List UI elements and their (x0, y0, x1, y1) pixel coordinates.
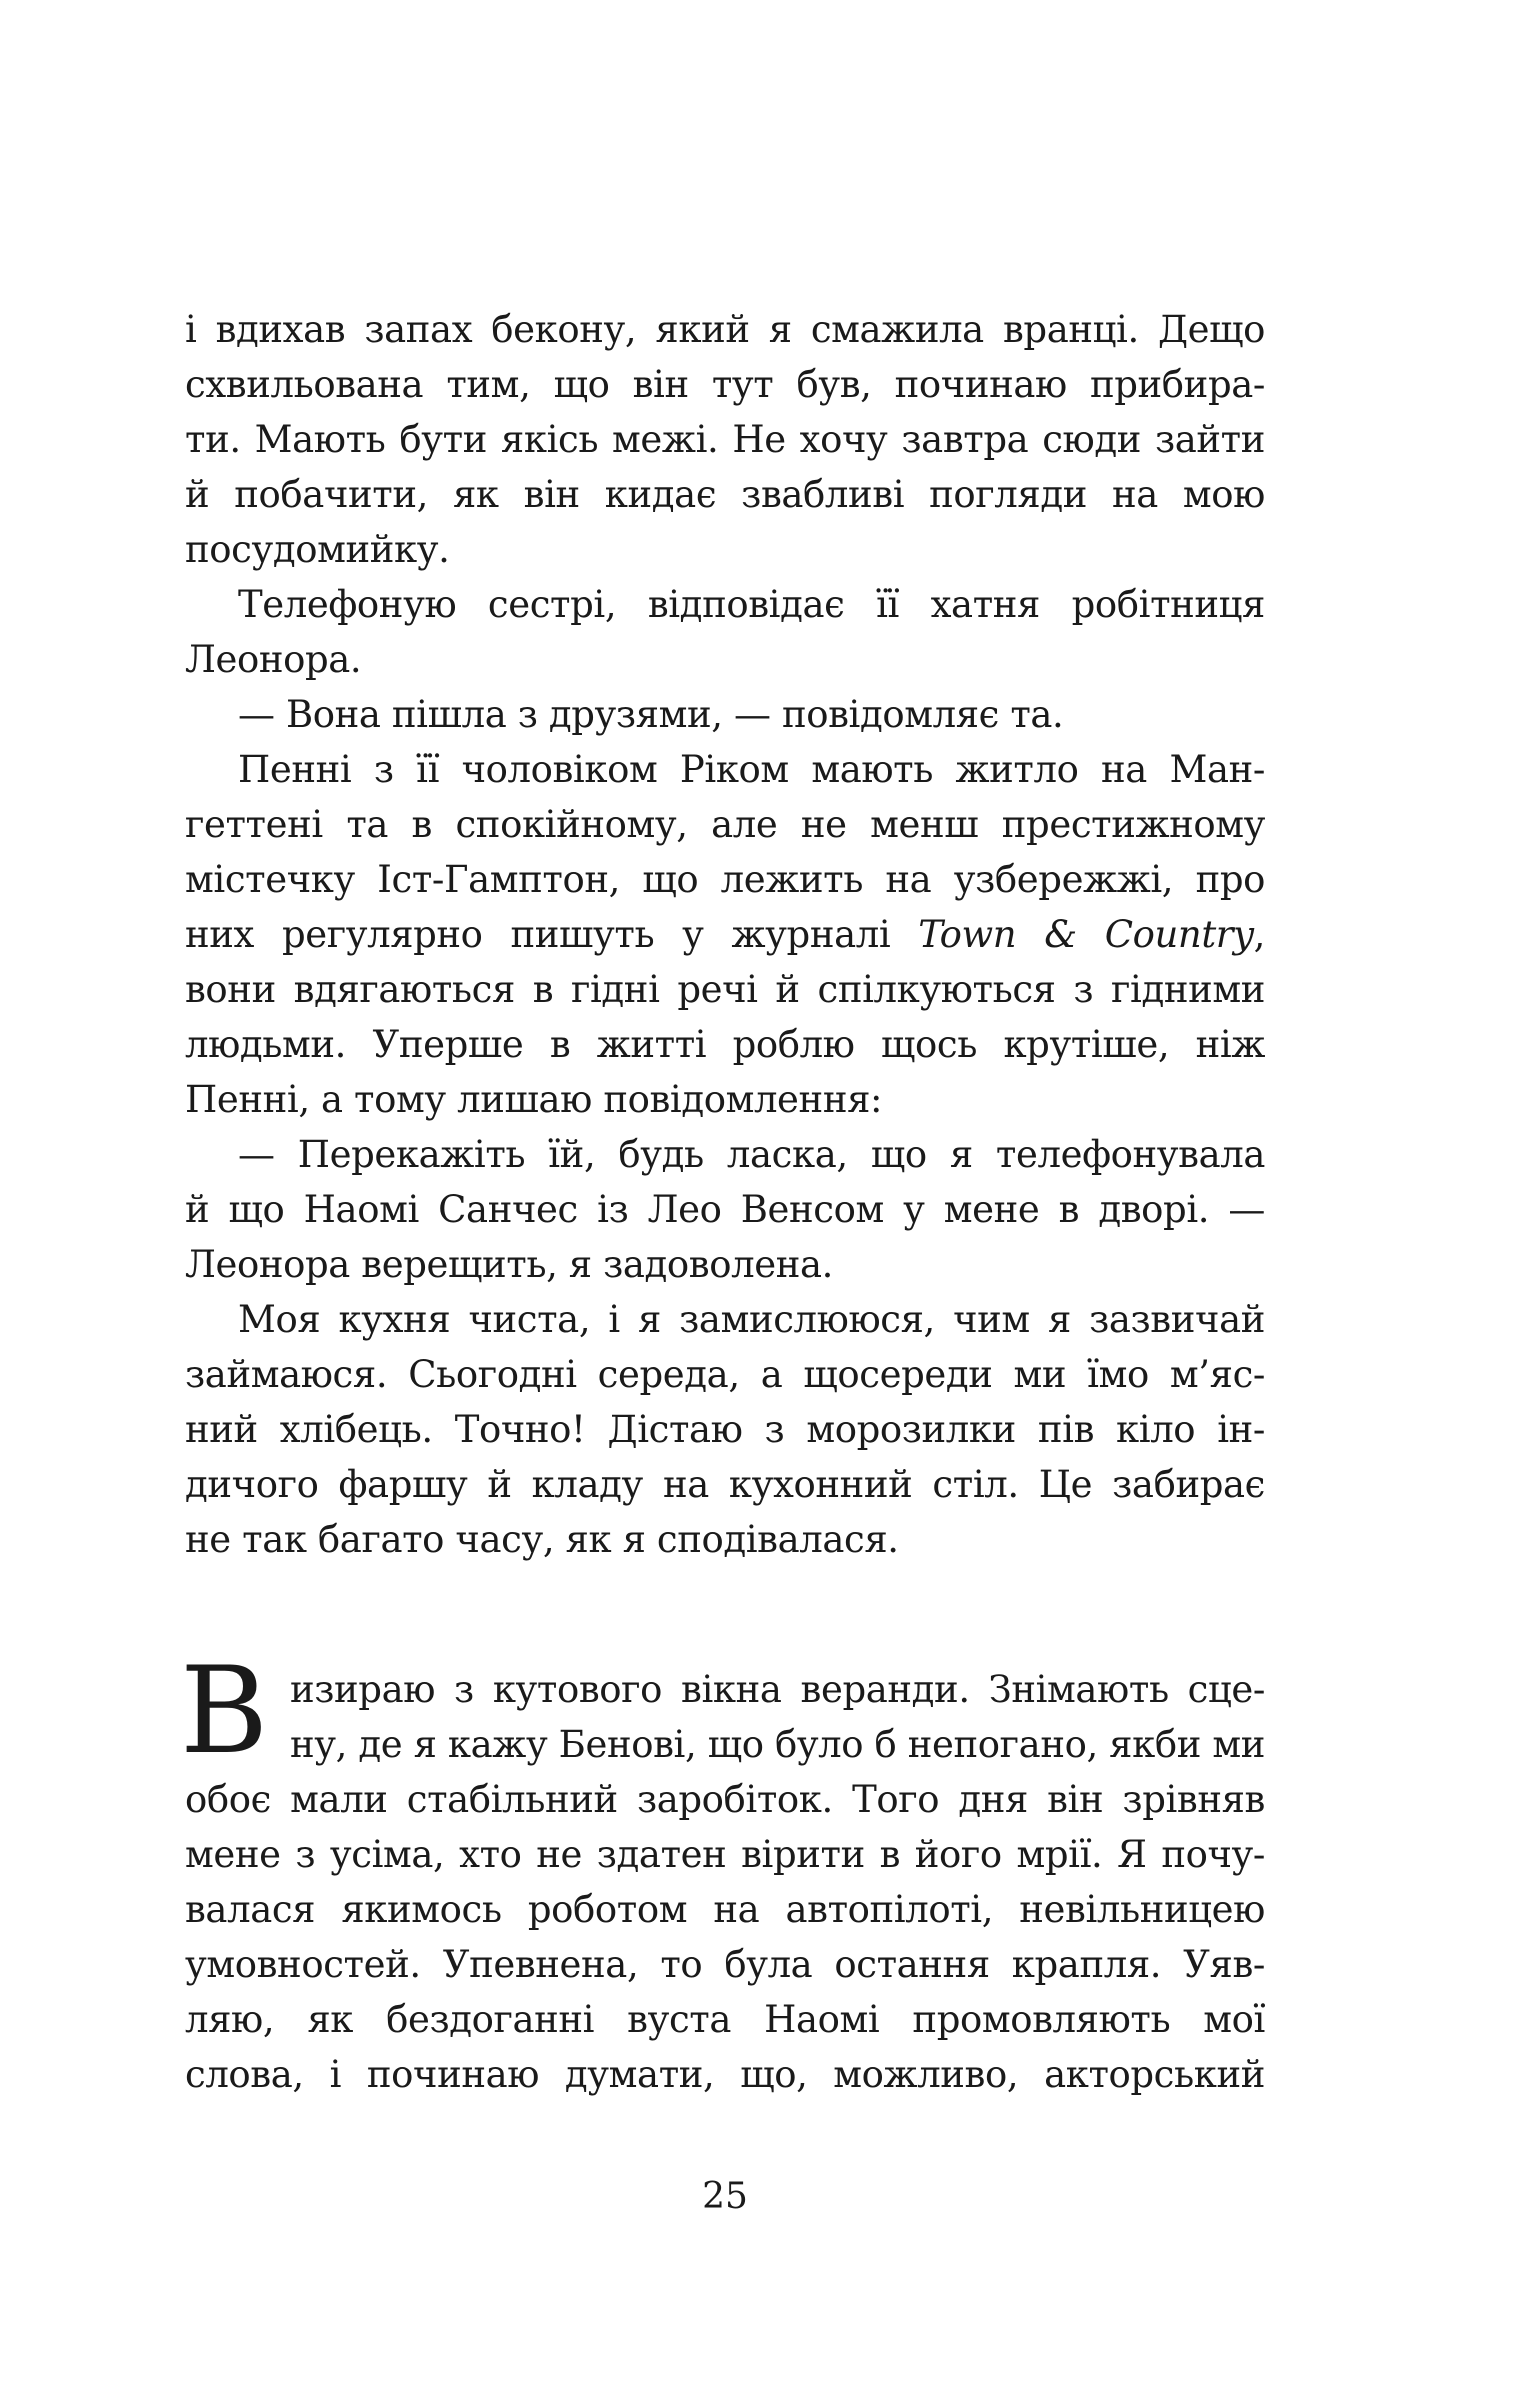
punctuation: , (1253, 913, 1265, 956)
text-line: й побачити, як він кидає звабливі погляди на мою (185, 473, 1265, 516)
text-line: і вдихав запах бекону, який я смажила вранці. Дещо (185, 308, 1265, 351)
text-line: Пенні, а тому лишаю повідомлення: (185, 1078, 883, 1121)
text-line: геттені та в спокійному, але не менш престижному (185, 803, 1265, 846)
text-line: Моя кухня чиста, і я замислююся, чим я зазвичай (238, 1298, 1265, 1341)
text-line: Пенні з її чоловіком Ріком мають житло на Ман- (238, 748, 1265, 791)
page-number: 25 (702, 2176, 748, 2217)
text-line: изираю з кутового вікна веранди. Знімають сце- (290, 1668, 1265, 1711)
text-line: ти. Мають бути якісь межі. Не хочу завтра сюди зайти (185, 418, 1265, 461)
text-line: схвильована тим, що він тут був, починаю прибира- (185, 363, 1265, 406)
text-line: займаюся. Сьогодні середа, а щосереди ми їмо м’яс- (185, 1353, 1265, 1396)
text-line: Леонора верещить, я задоволена. (185, 1243, 833, 1286)
text-line: Телефоную сестрі, відповідає її хатня робітниця (238, 583, 1265, 626)
text-fragment: них регулярно пишуть у журналі (185, 913, 891, 956)
text-line: людьми. Уперше в житті роблю щось крутіше, ніж (185, 1023, 1265, 1066)
text-line: посудомийку. (185, 528, 450, 571)
text-line: не так багато часу, як я сподівалася. (185, 1518, 899, 1561)
dialogue-line: — Перекажіть їй, будь ласка, що я телефонувала (238, 1133, 1265, 1176)
drop-cap: В (180, 1642, 269, 1781)
magazine-title: Town & Country (918, 913, 1254, 956)
text-line: й що Наомі Санчес із Лео Венсом у мене в дворі. — (185, 1188, 1265, 1231)
text-line: ну, де я кажу Бенові, що було б непогано, якби ми (290, 1723, 1265, 1766)
dialogue-line: — Вона пішла з друзями, — повідомляє та. (238, 693, 1064, 736)
text-line-with-magazine (185, 907, 1265, 962)
text-line: містечку Іст-Гамптон, що лежить на узбережжі, про (185, 858, 1265, 901)
text-line: валася якимось роботом на автопілоті, невільницею (185, 1888, 1265, 1931)
text-line: ляю, як бездоганні вуста Наомі промовляють мої (185, 1998, 1265, 2041)
text-line: слова, і починаю думати, що, можливо, акторський (185, 2053, 1265, 2096)
text-line: мене з усіма, хто не здатен вірити в його мрії. Я почу- (185, 1833, 1265, 1876)
text-line: вони вдягаються в гідні речі й спілкуються з гідними (185, 968, 1265, 1011)
text-line: дичого фаршу й кладу на кухонний стіл. Це забирає (185, 1463, 1265, 1506)
text-line: ний хлібець. Точно! Дістаю з морозилки пів кіло ін- (185, 1408, 1265, 1451)
text-line: Леонора. (185, 638, 362, 681)
text-line: обоє мали стабільний заробіток. Того дня він зрівняв (185, 1778, 1265, 1821)
text-line: умовностей. Упевнена, то була остання крапля. Уяв- (185, 1943, 1265, 1986)
